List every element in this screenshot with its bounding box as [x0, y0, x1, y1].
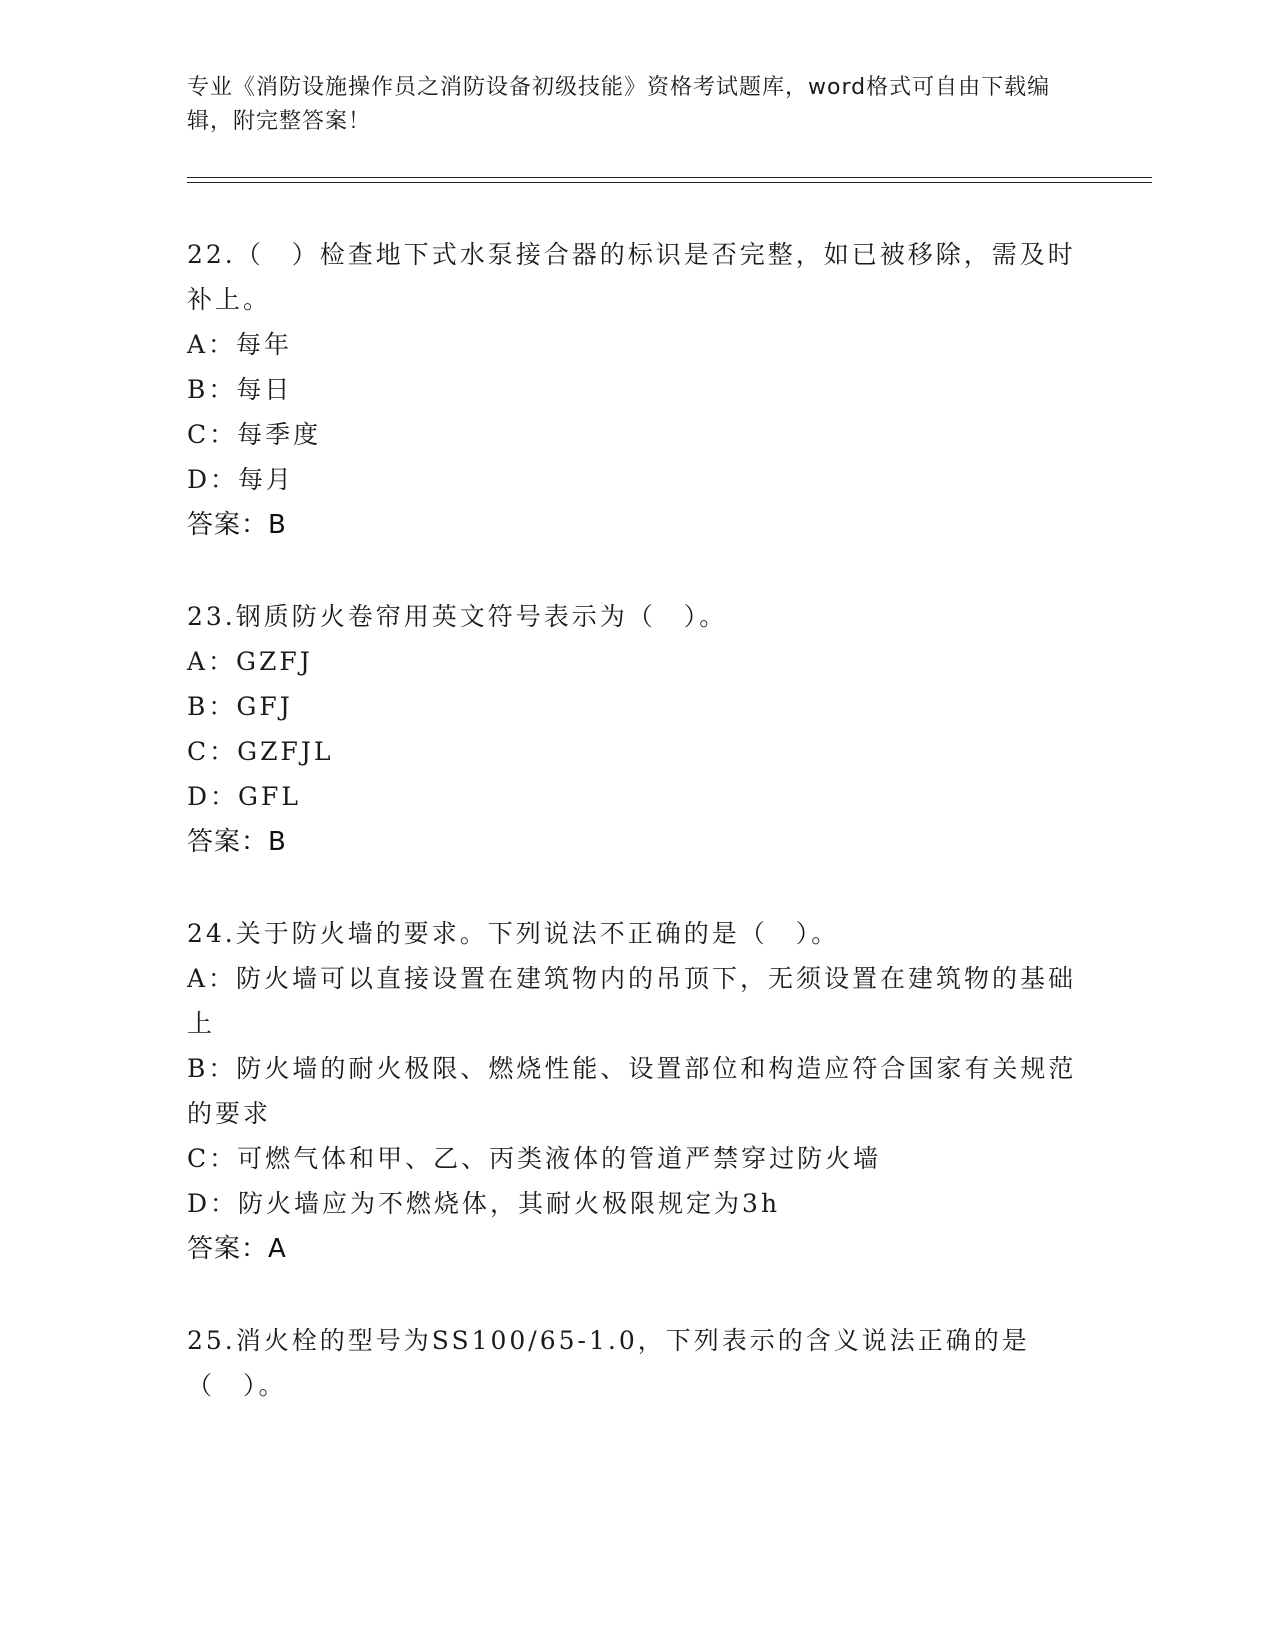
option-d: D：防火墙应为不燃烧体，其耐火极限规定为3h: [187, 1189, 781, 1218]
option-d: D：每月: [187, 465, 295, 494]
question-24: [187, 911, 1087, 1272]
question-stem: 23.钢质防火卷帘用英文符号表示为（ ）。: [187, 602, 728, 631]
header-rule-bottom: [187, 182, 1152, 183]
option-c: C：GZFJL: [187, 737, 334, 766]
question-stem: 25.消火栓的型号为SS100/65-1.0，下列表示的含义说法正确的是（ ）。: [187, 1326, 1030, 1400]
option-c: C：可燃气体和甲、乙、丙类液体的管道严禁穿过防火墙: [187, 1144, 882, 1173]
header-rule-top: [187, 177, 1152, 178]
question-23: [187, 594, 1087, 865]
option-b: B：GFJ: [187, 692, 293, 721]
option-c: C：每季度: [187, 420, 322, 449]
document-header: 专业《消防设施操作员之消防设备初级技能》资格考试题库，word格式可自由下载编辑，附完整答案！: [187, 75, 1051, 134]
option-b: B：每日: [187, 375, 293, 404]
question-stem: 24.关于防火墙的要求。下列说法不正确的是（ ）。: [187, 919, 840, 948]
answer-label: 答案：B: [187, 827, 287, 857]
option-d: D：GFL: [187, 782, 301, 811]
question-list: [187, 232, 1087, 1454]
question-25: [187, 1318, 1087, 1408]
option-a: A：GZFJ: [187, 647, 313, 676]
option-b: B：防火墙的耐火极限、燃烧性能、设置部位和构造应符合国家有关规范的要求: [187, 1054, 1077, 1128]
option-a: A：防火墙可以直接设置在建筑物内的吊顶下，无须设置在建筑物的基础上: [187, 964, 1077, 1038]
answer-label: 答案：B: [187, 510, 287, 540]
answer-label: 答案：A: [187, 1234, 287, 1264]
option-a: A：每年: [187, 330, 293, 359]
question-22: [187, 232, 1087, 548]
question-stem: 22.（ ）检查地下式水泵接合器的标识是否完整，如已被移除，需及时补上。: [187, 240, 1076, 314]
